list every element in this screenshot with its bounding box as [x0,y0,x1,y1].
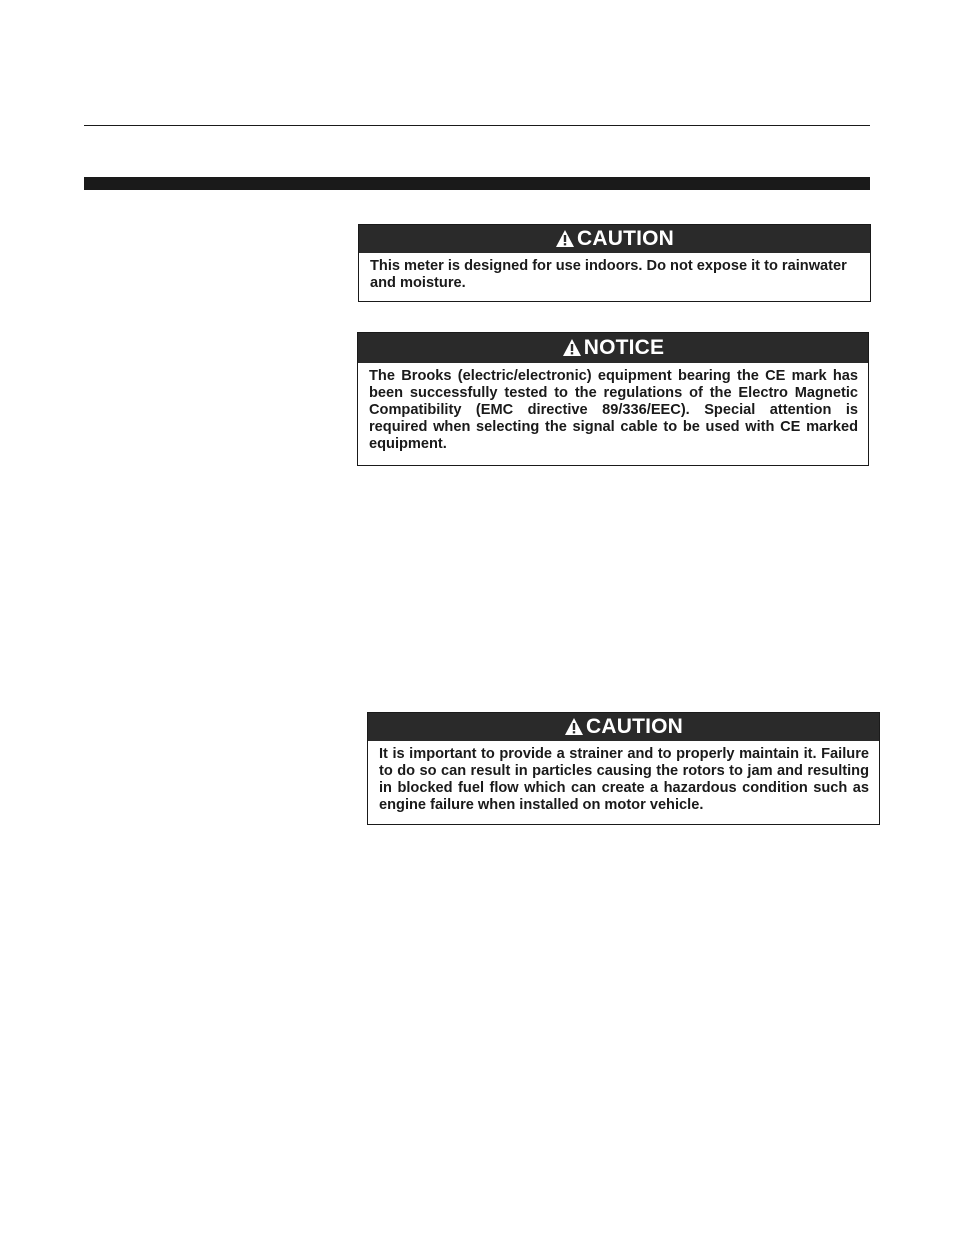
notice-box-ce-mark [357,332,869,466]
caution-header [368,713,879,741]
caution-text: It is important to provide a strainer and to properly maintain it. Failure to do so can result in particles causing the rotors to jam and resulting in blocked fuel flow which can create a hazardous condition such as engine failure when installed on motor vehicle. [379,746,869,813]
section-heading-bar [84,177,870,190]
caution-title: CAUTION [585,715,684,738]
caution-box-indoor-use [358,224,871,302]
warning-triangle-icon [555,229,575,248]
notice-title: NOTICE [583,336,665,359]
caution-text: This meter is designed for use indoors. Do not expose it to rainwater and moisture. [370,258,847,291]
caution-box-strainer [367,712,880,825]
top-rule [84,125,870,126]
warning-triangle-icon [562,338,582,357]
caution-header [359,225,870,253]
caution-title: CAUTION [576,227,675,250]
notice-text: The Brooks (electric/electronic) equipment bearing the CE mark has been successfully tested to the regulations of the Electro Magnetic Compatibility (EMC directive 89/336/EEC). Special attention is required when selecting the signal cable to be used with CE marked equipment. [369,368,858,452]
notice-header [358,333,868,363]
warning-triangle-icon [564,717,584,736]
